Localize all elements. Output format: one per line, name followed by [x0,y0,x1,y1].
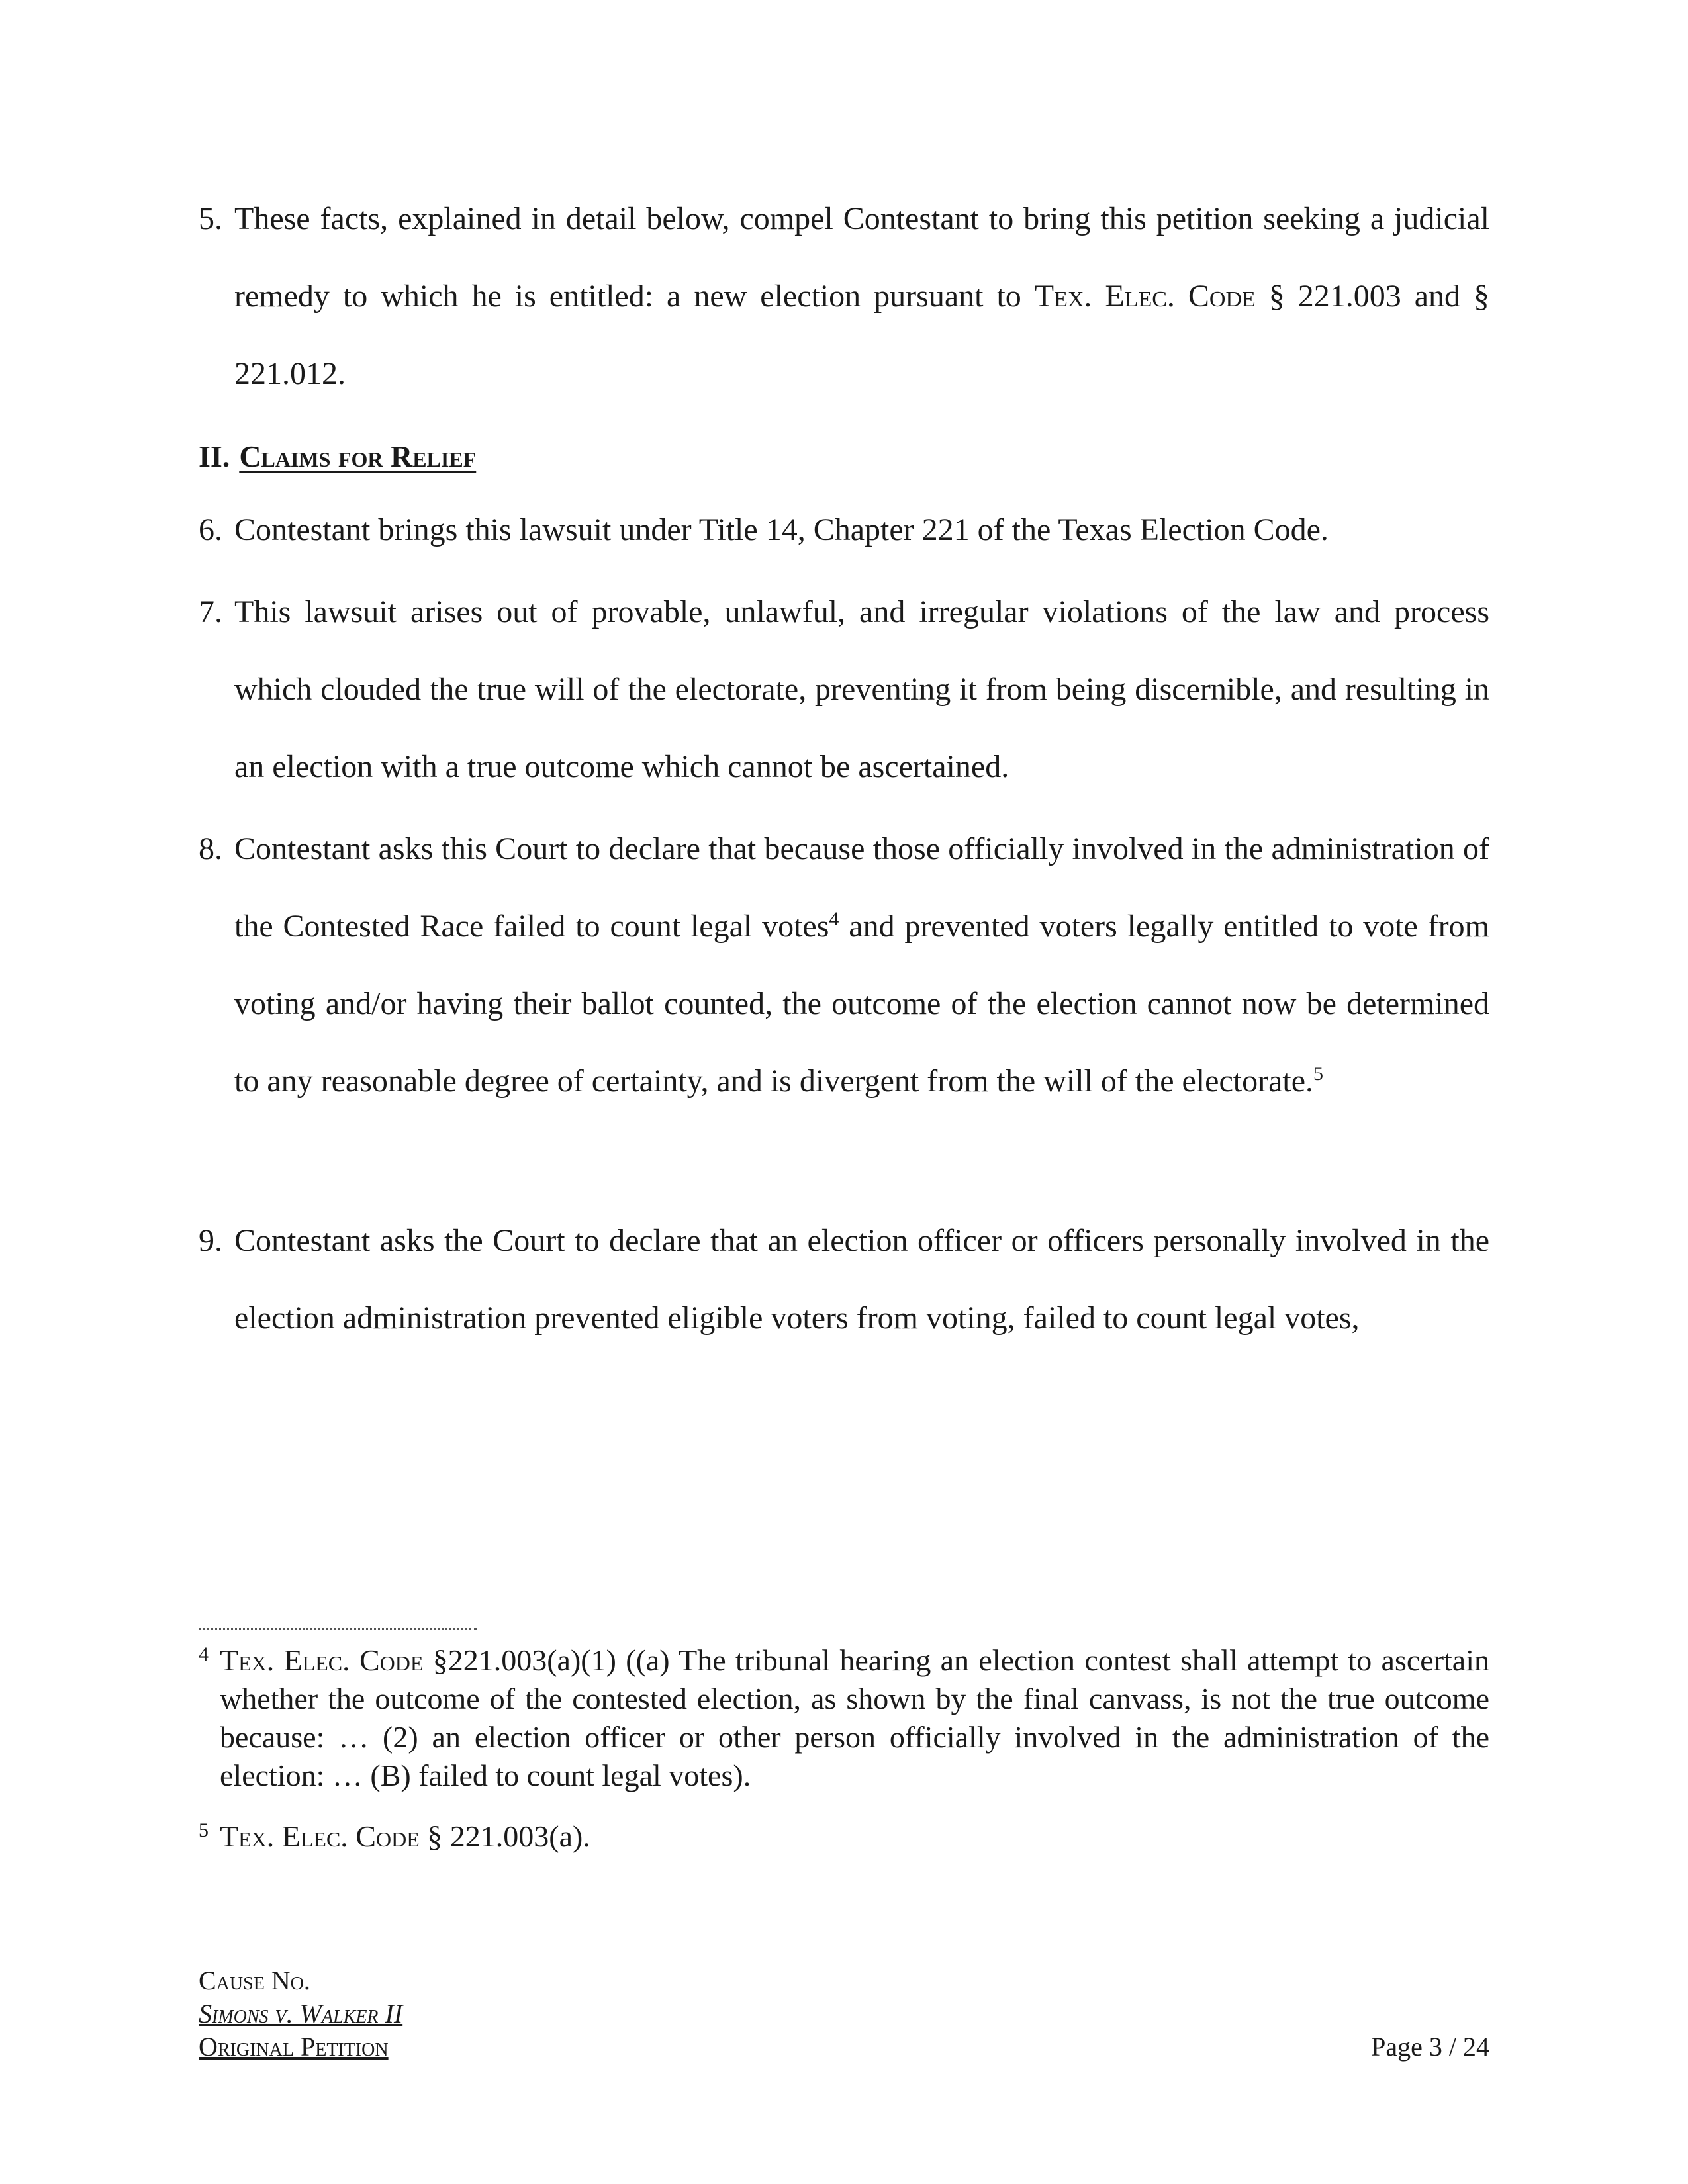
section-heading [199,437,476,477]
paragraph-text: Contestant asks the Court to declare that an election officer or officers personally involved in the election administration prevented eligible voters from voting, failed to count legal votes, [234,1223,1489,1336]
paragraph-text: and prevented voters legally entitled to vote from voting and/or having their ballot counted, the outcome of the election cannot now be determined to any reasonable degree of certainty, and is divergent from the will of the electorate. [234,909,1490,1099]
case-name: Simons v. Walker II [199,1999,403,2028]
paragraph-text: This lawsuit arises out of provable, unlawful, and irregular violations of the law and process which clouded the true will of the electorate, preventing it from being discernible, and resulting in an election with a true outcome which cannot be ascertained. [234,594,1489,784]
paragraph-text: Contestant brings this lawsuit under Title 14, Chapter 221 of the Texas Election Code. [234,512,1329,547]
paragraph-6 [199,491,1489,569]
footnote-reference[interactable]: 5 [1313,1063,1324,1085]
paragraph-9 [199,1202,1489,1357]
paragraph-number: 7. [199,594,222,629]
paragraph-number: 5. [199,201,222,236]
paragraph-7 [199,573,1489,805]
footnote-4 [199,1641,1489,1795]
paragraph-text: Contestant asks this Court to declare that because those officially involved in the administration of the Contested Race failed to count legal votes [234,831,1489,944]
paragraph-number: 6. [199,512,222,547]
paragraph-text: These facts, explained in detail below, compel Contestant to bring this petition seeking a judicial remedy to which he is entitled: a new election pursuant to [234,201,1489,314]
cause-number: Cause No. [199,1966,310,1995]
statute-citation: Tex. Elec. Code [220,1819,420,1853]
paragraph-5 [199,180,1489,412]
section-number: II. [199,439,230,473]
paragraph-8 [199,810,1489,1120]
statute-citation: Tex. Elec. Code § [1034,279,1285,314]
paragraph-number: 8. [199,831,222,866]
document-title: Original Petition [199,2032,389,2062]
page-footer-caption [199,1964,402,2064]
footnote-text: § 221.003(a). [419,1819,590,1853]
paragraph-text: 221.003 and § 221.012. [234,279,1489,391]
footnote-number: 4 [199,1643,209,1665]
footnote-text: §221.003(a)(1) ((a) The tribunal hearing an election contest shall attempt to ascertain whether the outcome of the contested election, as shown by the final canvass, is not the true outcome because: … (2) an election officer or other person officially involved in the administration of the election: … (B) failed to count legal votes). [220,1643,1489,1792]
footnote-reference[interactable]: 4 [829,908,839,930]
footnote-number: 5 [199,1819,209,1841]
footnote-5 [199,1817,1489,1856]
statute-citation: Tex. Elec. Code [220,1643,424,1677]
footnote-separator [199,1628,477,1630]
page-number: Page 3 / 24 [1371,2032,1489,2062]
section-title: Claims for Relief [239,439,477,473]
paragraph-number: 9. [199,1223,222,1258]
